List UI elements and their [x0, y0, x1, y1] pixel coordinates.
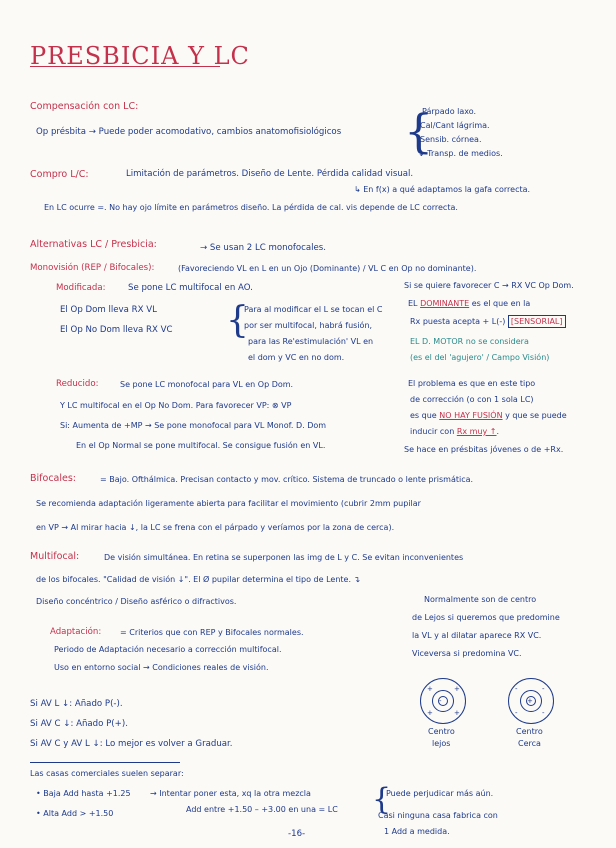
- brace-modificada: {: [226, 300, 249, 341]
- reducido-label: Reducido:: [56, 379, 99, 389]
- commercial-note: Casi ninguna casa fabrica con: [378, 811, 498, 820]
- brace-causes: {: [404, 104, 434, 158]
- problem-line-1: El problema es que en este tipo: [408, 379, 536, 388]
- page-title: PRESBICIA Y LC: [30, 42, 250, 70]
- modificada-text: Se pone LC multifocal en AO.: [128, 283, 253, 293]
- section-compensacion-line: Op présbita → Puede poder acomodativo, cambios anatomofisiológicos: [36, 127, 342, 137]
- lens-centro-cerca-diagram: + - - - -: [508, 678, 554, 724]
- reducido-line-3: Si: Aumenta de +MP → Se pone monofocal para VL Monof. D. Dom: [60, 421, 327, 430]
- section-compro-note: ↳ En f(x) a qué adaptamos la gafa correcta.: [354, 185, 531, 194]
- multifocal-text: De visión simultánea. En retina se superponen las img de L y C. Se evitan inconvenientes: [104, 553, 464, 562]
- adaptacion-label: Adaptación:: [50, 627, 102, 637]
- brace-commercial: {: [372, 782, 392, 817]
- problem-line-2: de corrección (o con 1 sola LC): [410, 395, 534, 404]
- lens-label: Cerca: [518, 739, 541, 748]
- right-note-1: Si se quiere favorecer C → RX VC Op Dom.: [404, 281, 574, 290]
- reducido-line-2: Y LC multifocal en el Op No Dom. Para favorecer VP: ⊗ VP: [60, 401, 292, 410]
- av-rule-1: Si AV L ↓: Añado P(-).: [30, 699, 123, 709]
- multifocal-line-2: de los bifocales. "Calidad de visión ↓". El Ø pupilar determina el tipo de Lente. ↴: [36, 575, 361, 584]
- modificada-note: por ser multifocal, habrá fusión,: [244, 321, 373, 330]
- av-rule-2: Si AV C ↓: Añado P(+).: [30, 719, 128, 729]
- cause-item: ↓ Transp. de medios.: [418, 149, 503, 158]
- lens-label: Centro: [516, 727, 543, 736]
- av-rule-3: Si AV C y AV L ↓: Lo mejor es volver a Graduar.: [30, 739, 233, 749]
- normally-line-4: Viceversa si predomina VC.: [412, 649, 522, 658]
- section-bifocales-label: Bifocales:: [30, 473, 76, 484]
- problem-line-4: inducir con Rx muy ↑.: [410, 427, 500, 436]
- section-compensacion-label: Compensación con LC:: [30, 101, 139, 112]
- adaptacion-text: = Criterios que con REP y Bifocales normales.: [120, 628, 304, 637]
- adaptacion-line-3: Uso en entorno social → Condiciones reales de visión.: [54, 663, 269, 672]
- monovision-text: (Favoreciendo VL en L en un Ojo (Dominante) / VL C en Op no dominante).: [178, 264, 477, 273]
- normally-line-3: la VL y al dilatar aparece RX VC.: [412, 631, 542, 640]
- commercial-head: Las casas comerciales suelen separar:: [30, 769, 184, 778]
- modificada-note: Para al modificar el L se tocan el C: [244, 305, 383, 314]
- right-note-2: EL DOMINANTE es el que en la: [408, 299, 531, 308]
- title-underline: [30, 66, 220, 67]
- low-add: • Baja Add hasta +1.25: [36, 789, 131, 798]
- commercial-note: Puede perjudicar más aún.: [386, 789, 494, 798]
- monovision-label: Monovisión (REP / Bifocales):: [30, 263, 155, 273]
- section-compro-line2: En LC ocurre =. No hay ojo límite en parámetros diseño. La pérdida de cal. vis depende de LC correcta.: [44, 203, 458, 212]
- adaptacion-line-2: Periodo de Adaptación necesario a corrección multifocal.: [54, 645, 282, 654]
- low-add-note: → Intentar poner esta, xq la otra mezcla: [150, 789, 311, 798]
- normally-line-2: de Lejos si queremos que predomine: [412, 613, 560, 622]
- divider-line: [30, 762, 180, 763]
- reducido-line-4: En el Op Normal se pone multifocal. Se consigue fusión en VL.: [76, 441, 326, 450]
- reducido-text: Se pone LC monofocal para VL en Op Dom.: [120, 380, 294, 389]
- section-alternativas-label: Alternativas LC / Presbicia:: [30, 239, 157, 250]
- normally-line-1: Normalmente son de centro: [424, 595, 537, 604]
- section-compro-text: Limitación de parámetros. Diseño de Lente. Pérdida calidad visual.: [126, 169, 414, 179]
- commercial-note: 1 Add a medida.: [384, 827, 450, 836]
- alternativas-arrow: → Se usan 2 LC monofocales.: [200, 243, 326, 253]
- cause-item: Sensib. córnea.: [420, 135, 482, 144]
- modificada-note: el dom y VC en no dom.: [248, 353, 345, 362]
- lens-label: Centro: [428, 727, 455, 736]
- section-multifocal-label: Multifocal:: [30, 551, 80, 562]
- bifocales-text: = Bajo. Ofthálmica. Precisan contacto y mov. crítico. Sistema de truncado o lente prismática.: [100, 475, 474, 484]
- high-add-note: Add entre +1.50 – +3.00 en una = LC: [186, 805, 338, 814]
- lens-centro-lejos-diagram: - + + + +: [420, 678, 466, 724]
- right-note-5: (es el del 'agujero' / Campo Visión): [410, 353, 550, 362]
- multifocal-line-3: Diseño concéntrico / Diseño asférico o difractivos.: [36, 597, 237, 606]
- right-note-4: EL D. MOTOR no se considera: [410, 337, 529, 346]
- high-add: • Alta Add > +1.50: [36, 809, 114, 818]
- dom-line-2: El Op No Dom lleva RX VC: [60, 325, 173, 335]
- section-compro-label: Compro L/C:: [30, 169, 89, 180]
- modificada-label: Modificada:: [56, 283, 106, 293]
- lens-label: lejos: [432, 739, 451, 748]
- page-number: -16-: [288, 829, 306, 839]
- cause-item: Cal/Cant lágrima.: [420, 121, 490, 130]
- dom-line-1: El Op Dom lleva RX VL: [60, 305, 157, 315]
- cause-item: Párpado laxo.: [422, 107, 477, 116]
- problem-line-5: Se hace en présbitas jóvenes o de +Rx.: [404, 445, 564, 454]
- right-note-3: Rx puesta acepta + L(-) [SENSORIAL]: [410, 318, 566, 326]
- modificada-note: para las Re'estimulación' VL en: [248, 337, 374, 346]
- bifocales-line-3: en VP → Al mirar hacia ↓, la LC se frena con el párpado y veríamos por la zona de cerca).: [36, 523, 395, 532]
- bifocales-line-2: Se recomienda adaptación ligeramente abierta para facilitar el movimiento (cubrir 2mm pupilar: [36, 499, 421, 508]
- problem-line-3: es que NO HAY FUSIÓN y que se puede: [410, 411, 567, 420]
